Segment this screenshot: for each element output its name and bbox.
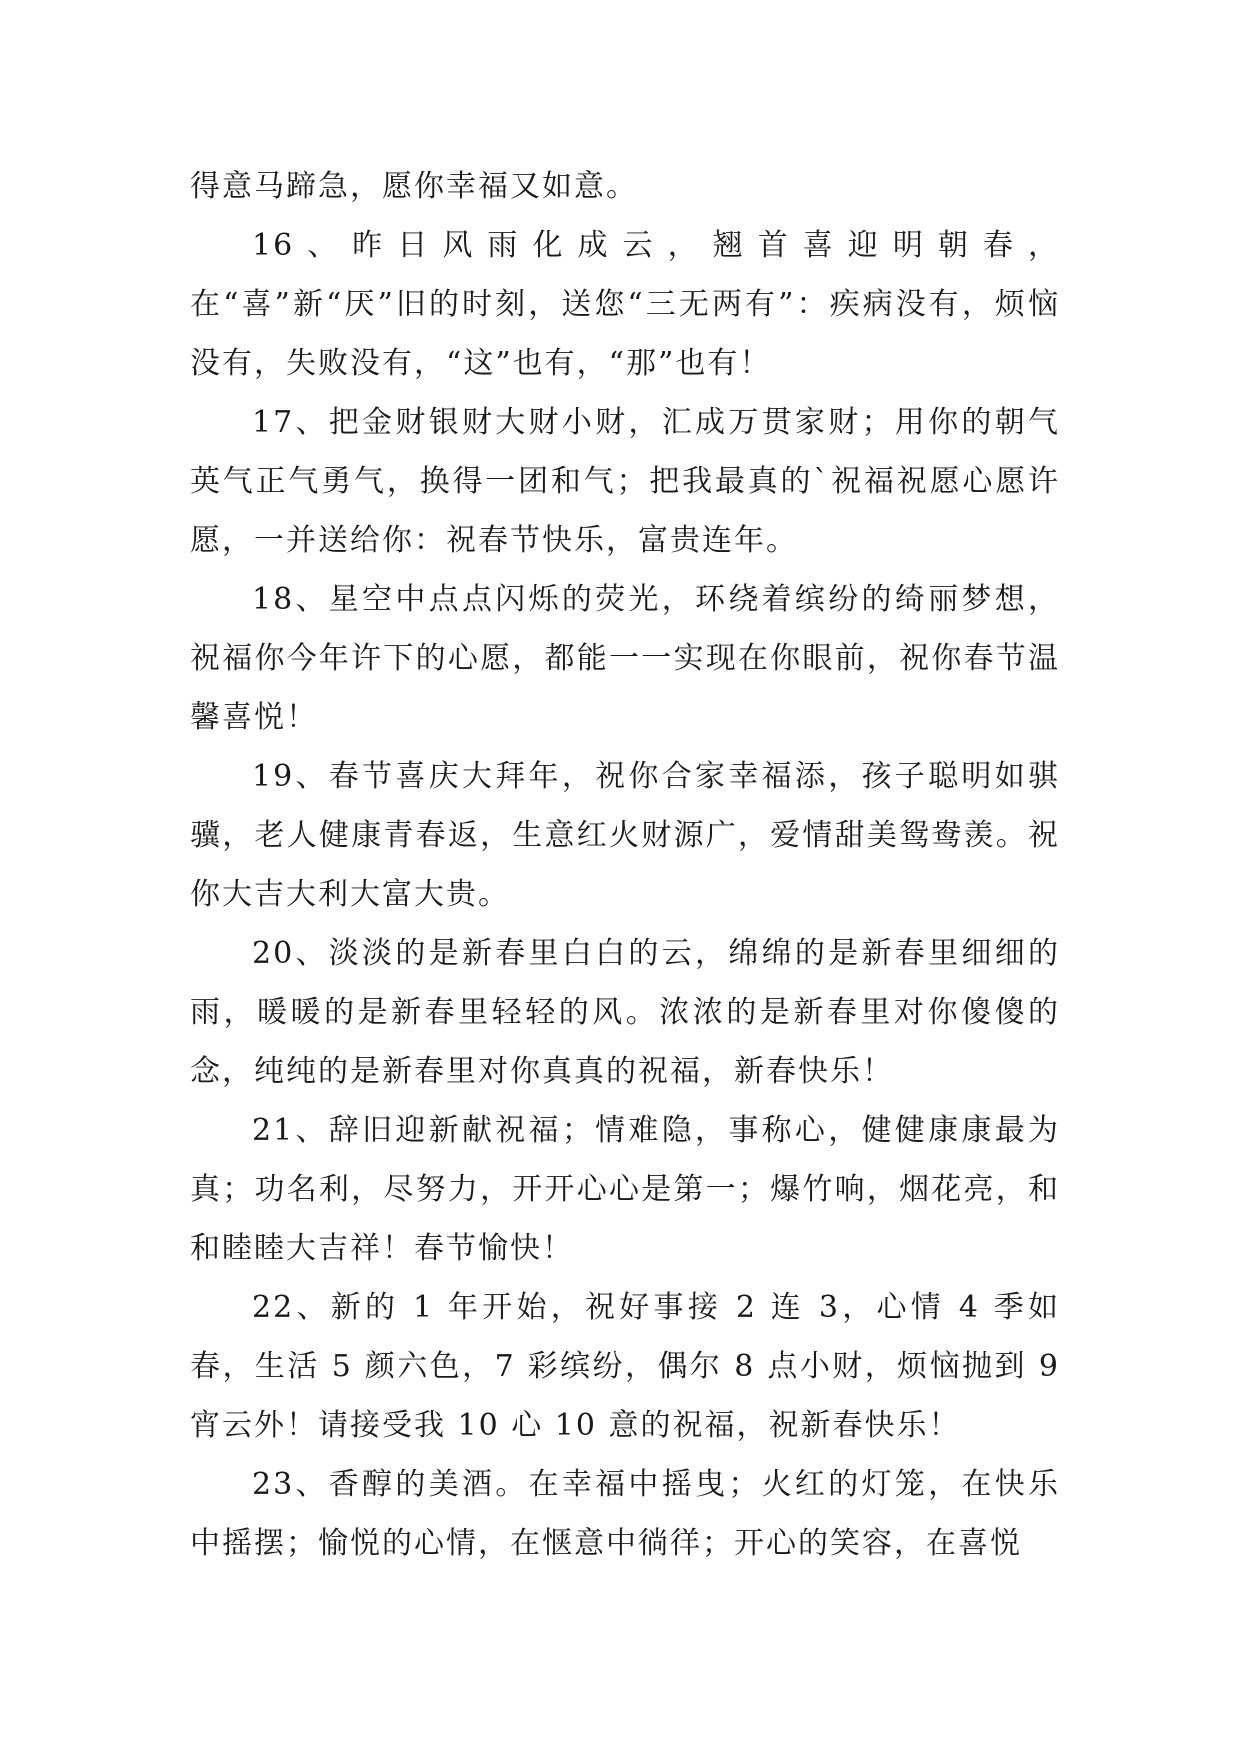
paragraph-23: 23、香醇的美酒。在幸福中摇曳；火红的灯笼，在快乐中摇摆；愉悦的心情，在惬意中徜徉；开心的笑容，在喜悦	[190, 1467, 1060, 1561]
paragraph-17: 17、把金财银财大财小财，汇成万贯家财；用你的朝气英气正气勇气，换得一团和气；把我最真的`祝福祝愿心愿许愿，一并送给你：祝春节快乐，富贵连年。	[190, 405, 1060, 558]
paragraph-18: 18、星空中点点闪烁的荧光，环绕着缤纷的绮丽梦想，祝福你今年许下的心愿，都能一一实现在你眼前，祝你春节温馨喜悦！	[190, 582, 1060, 735]
paragraph-19: 19、春节喜庆大拜年，祝你合家幸福添，孩子聪明如骐骥，老人健康青春返，生意红火财源广，爱情甜美鸳鸯羡。祝你大吉大利大富大贵。	[190, 759, 1060, 912]
paragraph-16: 16、昨日风雨化成云，翘首喜迎明朝春，在“喜”新“厌”旧的时刻，送您“三无两有”：疾病没有，烦恼没有，失败没有，“这”也有，“那”也有！	[190, 228, 1060, 381]
paragraph-21: 21、辞旧迎新献祝福；情难隐，事称心，健健康康最为真；功名利，尽努力，开开心心是第一；爆竹响，烟花亮，和和睦睦大吉祥！春节愉快！	[190, 1113, 1060, 1266]
paragraph-continuation: 得意马蹄急，愿你幸福又如意。	[190, 169, 638, 204]
paragraph-20: 20、淡淡的是新春里白白的云，绵绵的是新春里细细的雨，暖暖的是新春里轻轻的风。浓浓的是新春里对你傻傻的念，纯纯的是新春里对你真真的祝福，新春快乐！	[190, 936, 1060, 1089]
document-body	[190, 157, 1060, 1573]
paragraph-22: 22、新的 1 年开始，祝好事接 2 连 3，心情 4 季如春，生活 5 颜六色，7 彩缤纷，偶尔 8 点小财，烦恼抛到 9 宵云外！请接受我 10 心 10 意的祝福，祝新春快乐！	[190, 1290, 1060, 1443]
